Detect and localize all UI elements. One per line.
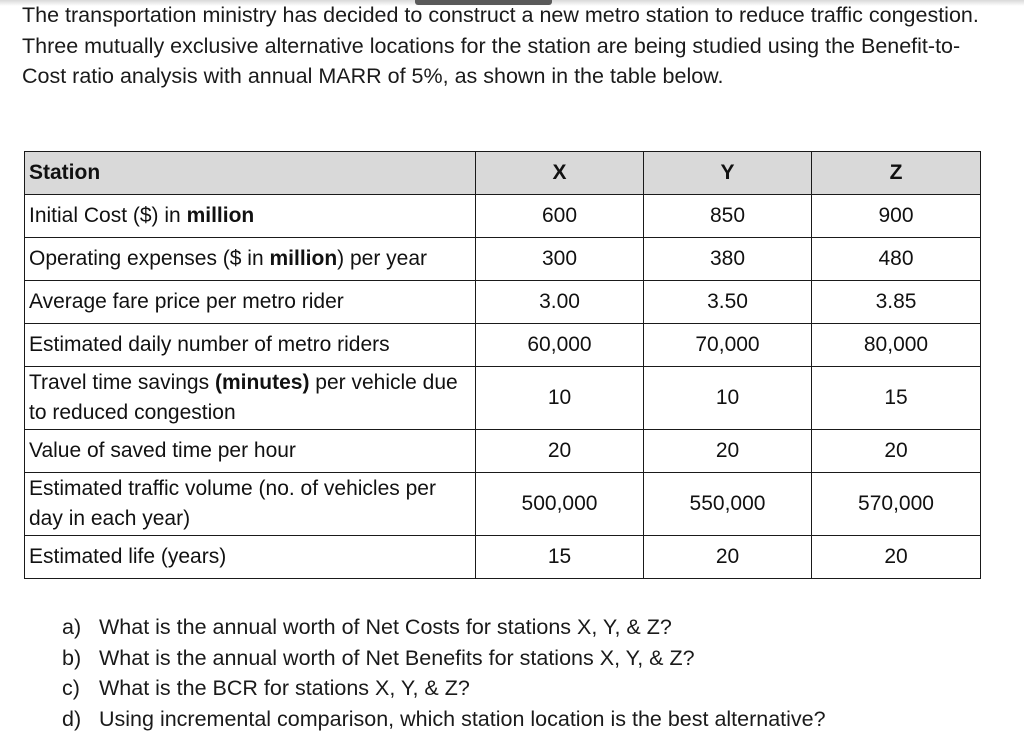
question-text: What is the BCR for stations X, Y, & Z? [99, 676, 470, 701]
cell-y: 850 [644, 195, 812, 238]
cell-y: 380 [644, 238, 812, 281]
station-table [24, 151, 981, 579]
cell-y: 3.50 [644, 281, 812, 324]
header-y: Y [644, 152, 812, 195]
cell-y: 550,000 [644, 473, 812, 536]
cell-x: 600 [476, 195, 644, 238]
cell-z: 480 [812, 238, 981, 281]
table-row [25, 430, 981, 473]
cell-x: 60,000 [476, 324, 644, 367]
header-station: Station [25, 152, 476, 195]
row-label: Initial Cost ($) in million [25, 195, 476, 238]
table-row [25, 536, 981, 579]
row-label: Average fare price per metro rider [25, 281, 476, 324]
question-text: What is the annual worth of Net Benefits for stations X, Y, & Z? [99, 645, 695, 670]
table-header-row [25, 152, 981, 195]
problem-intro: The transportation ministry has decided to construct a new metro station to reduce traffic congestion. Three mutually exclusive alternative locations for the station are being studied using the Benefit-to-Cost ratio analysis with annual MARR of 5%, as shown in the table below. [22, 3, 979, 89]
header-z: Z [812, 152, 981, 195]
cell-x: 300 [476, 238, 644, 281]
row-label: Value of saved time per hour [25, 430, 476, 473]
row-label: Estimated life (years) [25, 536, 476, 579]
row-label: Travel time savings (minutes) per vehicle due to reduced congestion [25, 367, 476, 430]
cell-y: 10 [644, 367, 812, 430]
cell-z: 3.85 [812, 281, 981, 324]
question-list [62, 612, 826, 735]
cell-x: 500,000 [476, 473, 644, 536]
row-label: Estimated daily number of metro riders [25, 324, 476, 367]
cell-y: 20 [644, 430, 812, 473]
cell-y: 20 [644, 536, 812, 579]
question-marker: b) [62, 645, 82, 670]
question-marker: d) [62, 707, 82, 732]
cell-z: 900 [812, 195, 981, 238]
cell-x: 3.00 [476, 281, 644, 324]
cell-z: 20 [812, 536, 981, 579]
header-x: X [476, 152, 644, 195]
table-row [25, 473, 981, 536]
question-item [62, 704, 826, 735]
question-text: Using incremental comparison, which station location is the best alternative? [99, 707, 826, 732]
table-row [25, 195, 981, 238]
cell-z: 570,000 [812, 473, 981, 536]
table-row [25, 367, 981, 430]
cell-z: 80,000 [812, 324, 981, 367]
table-row [25, 281, 981, 324]
cell-x: 20 [476, 430, 644, 473]
question-text: What is the annual worth of Net Costs for stations X, Y, & Z? [99, 615, 672, 639]
row-label: Estimated traffic volume (no. of vehicles per day in each year) [25, 473, 476, 536]
cell-x: 10 [476, 367, 644, 430]
cell-x: 15 [476, 536, 644, 579]
question-item [62, 612, 826, 643]
question-item [62, 643, 826, 674]
question-marker: a) [62, 615, 82, 639]
row-label: Operating expenses ($ in million) per year [25, 238, 476, 281]
table-row [25, 324, 981, 367]
cell-z: 15 [812, 367, 981, 430]
question-marker: c) [62, 676, 80, 701]
question-item [62, 673, 826, 704]
cell-y: 70,000 [644, 324, 812, 367]
cell-z: 20 [812, 430, 981, 473]
table-row [25, 238, 981, 281]
